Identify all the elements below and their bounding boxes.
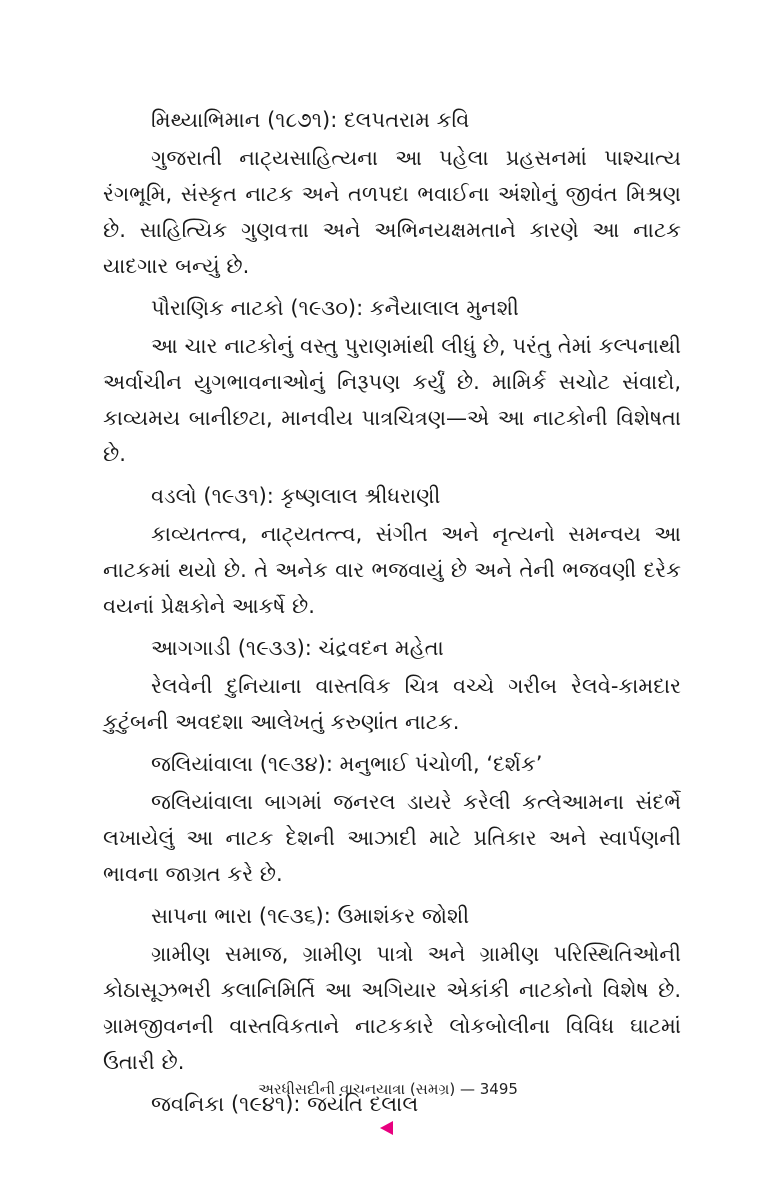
section-heading-7: જવનિકા (૧૯૪૧): જયંતિ દલાલ — [151, 1092, 419, 1116]
section-body-4: રેલવેની દુનિયાના વાસ્તવિક ચિત્ર વચ્ચે ગરીબ રેલવે-કામદાર કુટુંબની અવદશા આલેખતું કરુણાંત નાટક. — [103, 674, 681, 734]
left-triangle-icon[interactable] — [380, 1121, 393, 1135]
section-heading-6: સાપના ભારા (૧૯૩૬): ઉમાશંકર જોશી — [151, 904, 470, 928]
section-heading-5: જલિયાંવાલા (૧૯૩૪): મનુભાઈ પંચોળી, ‘દર્શક’ — [151, 752, 543, 776]
section-body-3: કાવ્યતત્ત્વ, નાટ્યતત્ત્વ, સંગીત અને નૃત્યનો સમન્વય આ નાટકમાં થયો છે. તે અનેક વાર ભજવાયું છે અને તેની ભજવણી દરેક વયનાં પ્રેક્ષકોને આકર્ષે છે. — [103, 522, 681, 618]
section-body-6: ગ્રામીણ સમાજ, ગ્રામીણ પાત્રો અને ગ્રામીણ પરિસ્થિતિઓની કોઠાસૂઝભરી કલાનિમિર્તિ આ અગિયાર એકાંકી નાટકોનો વિશેષ છે. ગ્રામજીવનની વાસ્તવિકતાને નાટકકારે લોકબોલીના વિવિધ ઘાટમાં ઉતારી છે. — [103, 942, 681, 1074]
page-footer: અરધીસદીની વાચનયાત્રા (સમગ્ર) — 3495 — [258, 1080, 518, 1098]
page-content — [103, 102, 681, 1124]
section-heading-3: વડલો (૧૯૩૧): કૃષ્ણલાલ શ્રીધરાણી — [151, 484, 441, 508]
section-heading-4: આગગાડી (૧૯૩૩): ચંદ્રવદન મહેતા — [151, 636, 444, 660]
section-body-2: આ ચાર નાટકોનું વસ્તુ પુરાણમાંથી લીધું છે, પરંતુ તેમાં કલ્પનાથી અર્વાચીન યુગભાવનાઓનું નિરૂપણ કર્યું છે. મામિર્ક સચોટ સંવાદો, કાવ્યમય બાનીછટા, માનવીય પાત્રચિત્રણ—એ આ નાટકોની વિશેષતા છે. — [103, 334, 681, 466]
section-heading-2: પૌરાણિક નાટકો (૧૯૩૦): કનૈયાલાલ મુનશી — [151, 296, 519, 320]
section-heading-1: મિથ્યાભિમાન (૧૮૭૧): દલપતરામ કવિ — [151, 108, 470, 132]
section-body-5: જલિયાંવાલા બાગમાં જનરલ ડાયરે કરેલી કત્લેઆમના સંદર્ભે લખાયેલું આ નાટક દેશની આઝાદી માટે પ્રતિકાર અને સ્વાર્પણની ભાવના જાગ્રત કરે છે. — [103, 790, 681, 886]
section-body-1: ગુજરાતી નાટ્યસાહિત્યના આ પહેલા પ્રહસનમાં પાશ્ચાત્ય રંગભૂમિ, સંસ્કૃત નાટક અને તળપદા ભવાઈના અંશોનું જીવંત મિશ્રણ છે. સાહિત્યિક ગુણવત્તા અને અભિનયક્ષમતાને કારણે આ નાટક યાદગાર બન્યું છે. — [103, 146, 681, 278]
